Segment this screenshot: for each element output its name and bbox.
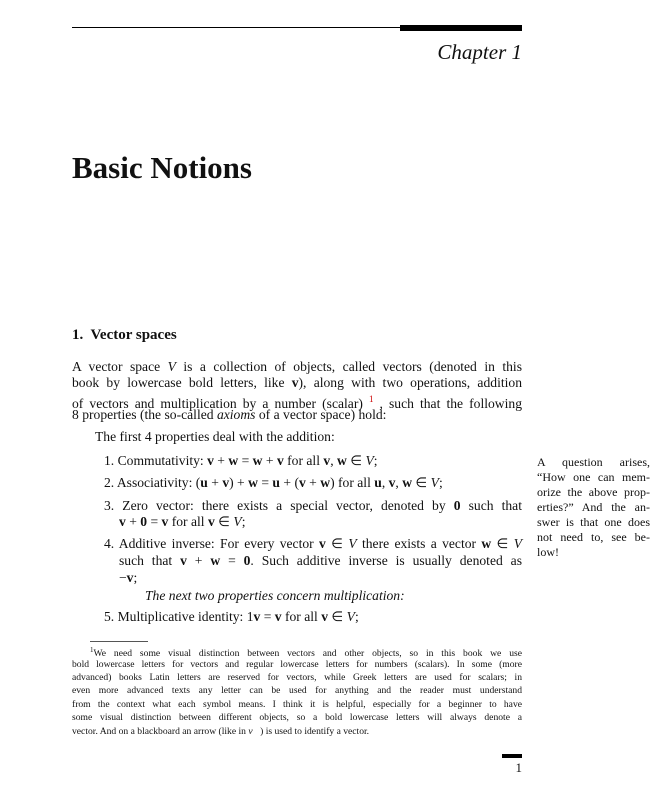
text-segment: , such that the following — [373, 396, 522, 411]
text-segment: there exists a vector — [356, 536, 482, 551]
text-segment: 0 — [453, 498, 461, 513]
text-segment: ; — [133, 570, 138, 585]
text-line — [537, 530, 650, 545]
text-segment: swer is that one does — [537, 515, 650, 529]
text-segment: advanced) books Latin letters are reserved for vectors, while Greek letters are used for scalars; in — [72, 672, 522, 683]
text-segment: ) + — [229, 475, 249, 490]
text-segment: + — [186, 553, 211, 568]
text-segment: 4. Additive inverse: For every vector — [104, 536, 320, 551]
addition-intro — [95, 429, 515, 445]
text-segment: w — [402, 475, 413, 490]
text-segment: The next two properties concern multiplication: — [145, 588, 405, 603]
text-segment: u — [374, 475, 382, 490]
axiom-4 — [104, 536, 522, 552]
text-line — [537, 470, 650, 485]
text-segment: . Such additive inverse is usually denoted as — [250, 553, 522, 568]
text-segment: A vector space — [72, 359, 168, 374]
text-segment: ∈ — [346, 453, 366, 468]
text-line — [537, 485, 650, 500]
text-segment: ∈ — [328, 609, 347, 624]
page-number-rule — [502, 754, 522, 758]
text-segment: V — [348, 536, 357, 551]
section-title: 1. Vector spaces — [72, 327, 177, 343]
text-segment: erties?” And the an- — [537, 500, 650, 514]
text-segment: v — [321, 609, 329, 624]
text-line — [72, 711, 522, 724]
text-segment: orize the above prop- — [537, 485, 650, 499]
text-line — [537, 455, 650, 470]
text-segment: ) for all — [330, 475, 375, 490]
text-segment: ; — [373, 453, 378, 468]
text-segment: 0 — [140, 514, 148, 529]
text-segment: − — [119, 570, 127, 585]
text-line — [72, 375, 522, 391]
text-line — [119, 570, 219, 586]
text-segment: ; — [354, 609, 359, 624]
text-segment: = — [257, 475, 273, 490]
page-number: 1 — [515, 760, 522, 775]
text-segment: v — [207, 453, 214, 468]
text-segment: v — [222, 475, 230, 490]
text-segment: v⃗ — [248, 726, 261, 737]
text-segment: ∈ — [412, 475, 431, 490]
text-line — [119, 514, 519, 530]
text-segment: bold lowercase letters for vectors and regular lowercase letters for numbers (scalars). In some (more — [72, 659, 522, 670]
text-segment: ) is used to identify a vector. — [260, 726, 370, 737]
text-segment: = — [147, 514, 162, 529]
text-line — [119, 553, 522, 569]
text-segment: w — [210, 553, 221, 568]
text-segment: such that — [460, 498, 522, 513]
text-segment: v — [323, 453, 331, 468]
text-segment: v — [126, 570, 134, 585]
text-segment: 2. Associativity: ( — [104, 475, 201, 490]
text-segment: w — [248, 475, 258, 490]
text-segment: w — [228, 453, 239, 468]
text-segment: w — [336, 453, 347, 468]
text-segment: such that — [119, 553, 181, 568]
text-segment: axioms — [216, 407, 256, 422]
footnote-marker[interactable]: 1 — [90, 646, 94, 654]
axiom-2 — [104, 475, 514, 491]
text-segment: We need some visual distinction between vectors and other objects, so in this book we use — [93, 648, 522, 659]
header-rule-thick — [400, 25, 522, 31]
text-line — [72, 725, 522, 738]
text-segment: 8 properties (the so-called — [72, 407, 217, 422]
text-segment: ∈ — [214, 514, 234, 529]
text-segment: + — [262, 453, 277, 468]
text-segment: w — [252, 453, 263, 468]
text-segment: 3. Zero vector: there exists a special vector, denoted by — [104, 498, 454, 513]
text-segment: The first 4 properties deal with the addition: — [95, 429, 335, 444]
text-segment: V — [513, 536, 523, 551]
text-segment: w — [481, 536, 492, 551]
text-segment: v — [298, 475, 306, 490]
text-segment: low! — [537, 545, 559, 559]
text-segment: for all — [283, 453, 324, 468]
text-segment: u — [200, 475, 208, 490]
text-segment: = — [220, 553, 244, 568]
text-segment: V — [233, 514, 242, 529]
text-segment: ∈ — [491, 536, 514, 551]
text-segment: = — [238, 453, 253, 468]
text-segment: for all — [281, 609, 322, 624]
text-line — [537, 500, 650, 515]
text-segment: ; — [241, 514, 246, 529]
text-segment: v — [319, 536, 326, 551]
text-line — [72, 359, 522, 375]
text-segment: v — [276, 453, 284, 468]
text-segment: + — [305, 475, 321, 490]
text-line — [72, 698, 522, 711]
text-segment: is a collection of objects, called vectors (denoted in this — [175, 359, 522, 374]
axiom-1 — [104, 453, 504, 469]
text-segment: not need to, see be- — [537, 530, 650, 544]
text-segment: ∈ — [325, 536, 349, 551]
text-segment: 0 — [243, 553, 251, 568]
axiom-3 — [104, 498, 522, 514]
text-line — [72, 407, 522, 423]
text-segment: u — [272, 475, 280, 490]
text-segment: from the context what each symbol means. I think it is helpful, especially for a beginner to have — [72, 699, 522, 710]
text-segment: vector. And on a blackboard an arrow (like in — [72, 726, 249, 737]
chapter-title: Basic Notions — [72, 150, 252, 185]
multiplication-intro — [145, 588, 465, 604]
text-segment: v — [388, 475, 396, 490]
text-segment: v — [119, 514, 126, 529]
text-segment: some visual distinction between different objects, so a bold lowercase letters will always denote a — [72, 712, 522, 723]
text-segment: w — [320, 475, 331, 490]
text-segment: 5. Multiplicative identity: 1 — [104, 609, 254, 624]
chapter-label: Chapter 1 — [437, 40, 522, 64]
text-segment: , — [381, 475, 389, 490]
text-line — [72, 684, 522, 697]
text-segment: + — [213, 453, 229, 468]
text-line — [72, 671, 522, 684]
text-segment: , — [330, 453, 337, 468]
text-segment: ), along with two operations, addition — [298, 375, 522, 390]
text-segment: , — [395, 475, 403, 490]
text-segment: V — [365, 453, 374, 468]
text-segment: V — [167, 359, 176, 374]
text-segment: 1. Commutativity: — [104, 453, 208, 468]
text-segment: v — [253, 609, 261, 624]
text-segment: of a vector space) hold: — [255, 407, 387, 422]
text-segment: v — [291, 375, 299, 390]
text-line — [537, 545, 650, 560]
text-segment: v — [180, 553, 187, 568]
text-segment: book by lowercase bold letters, like — [72, 375, 292, 390]
text-line — [72, 658, 522, 671]
text-line — [537, 515, 650, 530]
text-segment: v — [207, 514, 215, 529]
text-segment: + ( — [279, 475, 299, 490]
text-segment: + — [207, 475, 223, 490]
text-segment: of vectors and multiplication by a number (scalar) — [72, 396, 369, 411]
axiom-5 — [104, 609, 504, 625]
text-segment: A question arises, — [537, 455, 650, 469]
text-segment: + — [125, 514, 141, 529]
footnote-rule — [90, 641, 148, 642]
text-segment: v — [161, 514, 169, 529]
text-segment: V — [346, 609, 355, 624]
text-segment: even more advanced texts any letter can be used for anything and the reader must understand — [72, 685, 522, 696]
text-segment: “How one can mem- — [537, 470, 650, 484]
text-segment: ; — [438, 475, 443, 490]
text-segment: = — [260, 609, 275, 624]
text-segment: for all — [168, 514, 208, 529]
footnote-marker[interactable]: 1 — [368, 394, 374, 404]
text-segment: v — [274, 609, 282, 624]
text-segment: V — [430, 475, 439, 490]
